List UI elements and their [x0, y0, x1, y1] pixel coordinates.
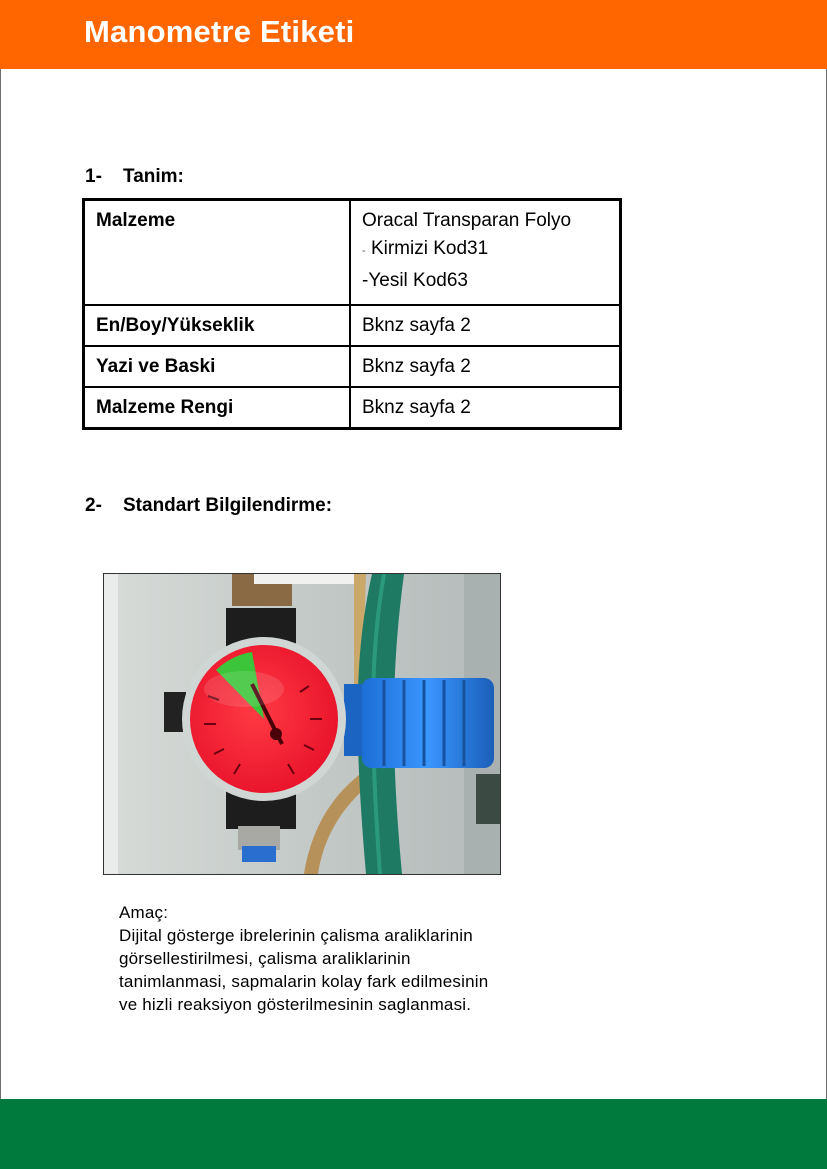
section-2-heading: [85, 495, 332, 517]
purpose-heading: Amaç:: [119, 903, 169, 922]
table-row: [84, 305, 621, 346]
footer-bar: [0, 1099, 827, 1169]
purpose-line-4: ve hizli reaksiyon gösterilmesinin saglanmasi.: [119, 995, 472, 1014]
gauge-photo: [103, 573, 501, 875]
row-value-dimensions: Bknz sayfa 2: [350, 305, 621, 346]
section-2-title: Standart Bilgilendirme:: [123, 495, 333, 516]
material-red-code: Kirmizi Kod31: [370, 238, 489, 259]
purpose-line-3: tanimlanmasi, sapmalarin kolay fark edilmesinin: [119, 972, 489, 991]
purpose-text: [119, 901, 579, 1016]
header-bar: [0, 0, 827, 69]
table-row: [84, 387, 621, 429]
table-row: [84, 200, 621, 306]
row-key-dimensions: En/Boy/Yükseklik: [84, 305, 351, 346]
row-key-material: Malzeme: [84, 200, 351, 306]
page-title: Manometre Etiketi: [84, 14, 355, 49]
row-value-color: Bknz sayfa 2: [350, 387, 621, 429]
row-value-print: Bknz sayfa 2: [350, 346, 621, 387]
section-1-number: 1-: [85, 166, 102, 187]
gauge-illustration: [104, 574, 500, 874]
section-1-heading: [85, 166, 184, 188]
section-1-title: Tanim:: [123, 166, 184, 187]
row-value-material: [350, 200, 621, 306]
section-2-number: 2-: [85, 495, 102, 516]
material-line-1: Oracal Transparan Folyo: [362, 210, 572, 231]
row-key-color: Malzeme Rengi: [84, 387, 351, 429]
material-line-2: [362, 234, 608, 266]
purpose-line-1: Dijital gösterge ibrelerinin çalisma araliklarinin: [119, 926, 473, 945]
purpose-line-2: görsellestirilmesi, çalisma araliklarinin: [119, 949, 411, 968]
spec-table: [82, 198, 622, 430]
table-row: [84, 346, 621, 387]
material-dash: -: [362, 245, 366, 257]
row-key-print: Yazi ve Baski: [84, 346, 351, 387]
material-line-3: -Yesil Kod63: [362, 270, 468, 291]
